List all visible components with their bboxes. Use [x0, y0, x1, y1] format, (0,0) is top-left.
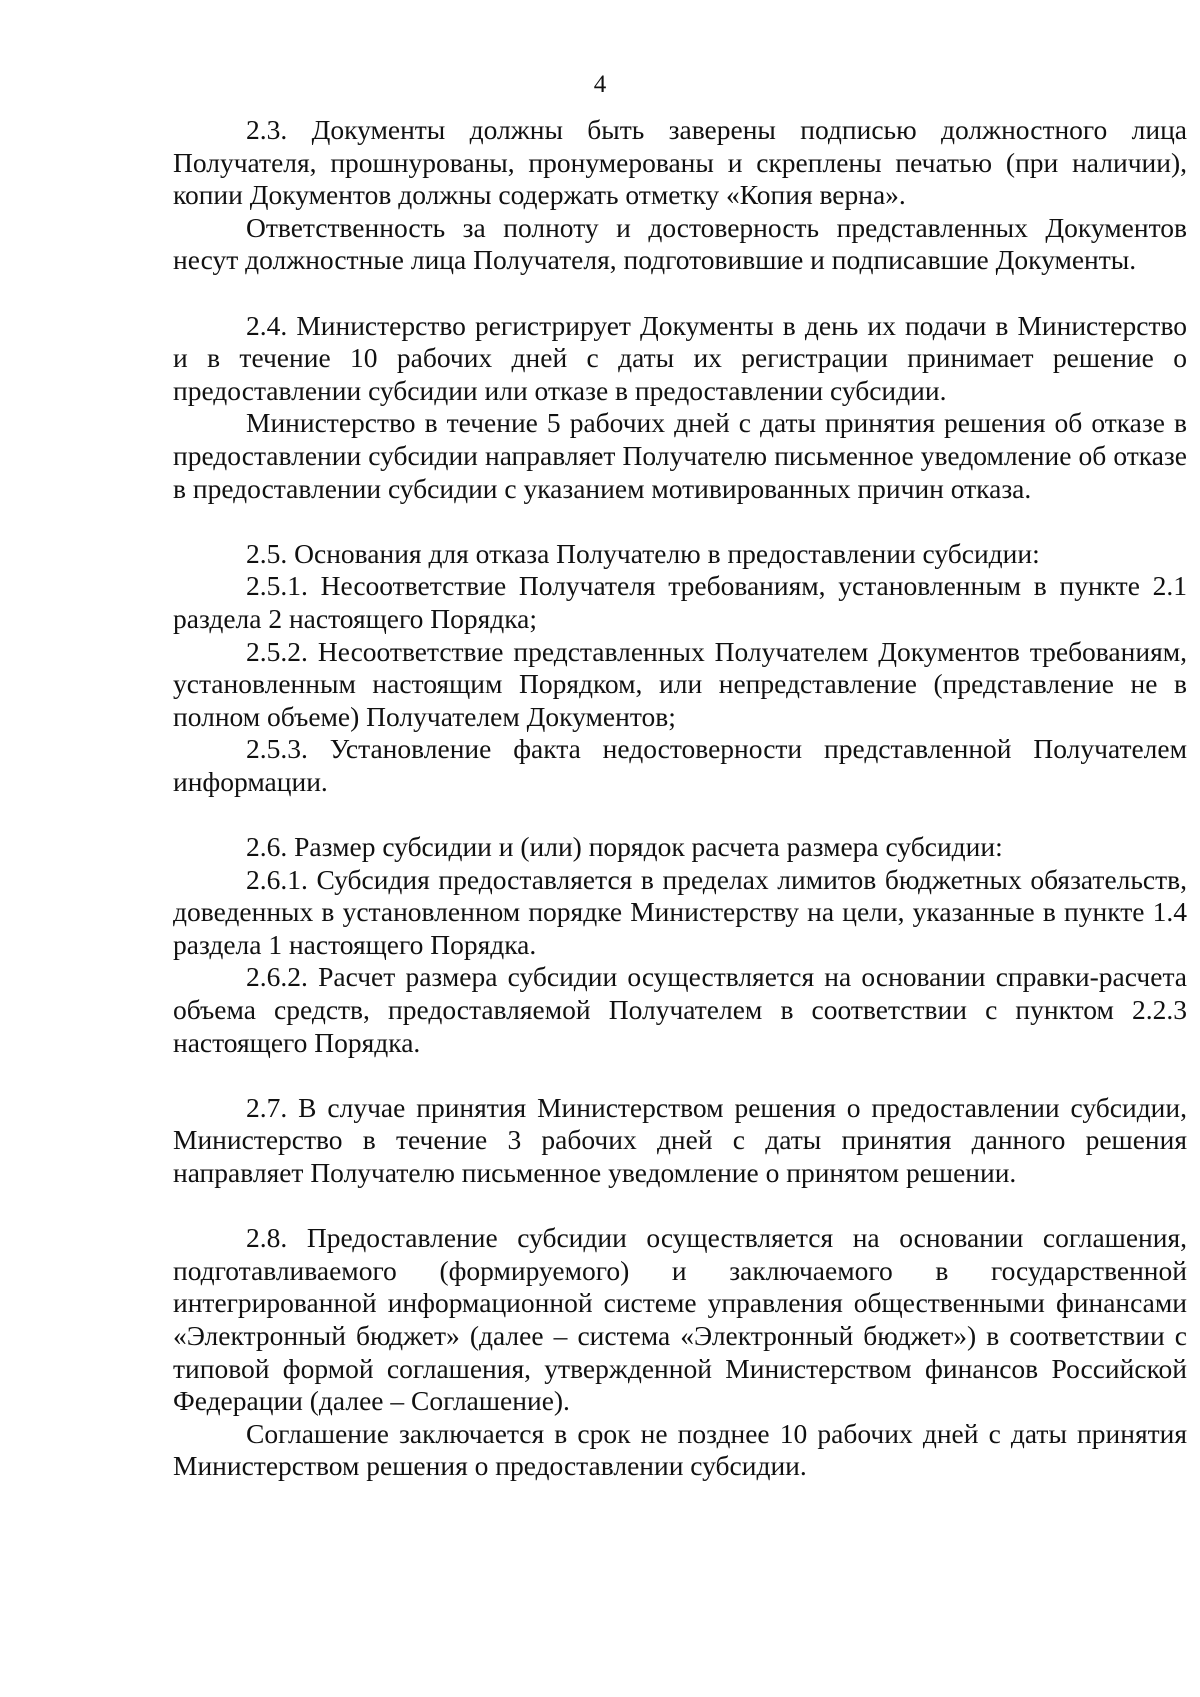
paragraph-2-6: 2.6. Размер субсидии и (или) порядок расчета размера субсидии: — [246, 831, 1003, 863]
paragraph-refusal-notice: Министерство в течение 5 рабочих дней с даты принятия решения об отказе в предоставлении субсидии направляет Получателю письменное уведомление об отказе в предоставлении субсидии с указанием мотивированных причин отказа. — [173, 407, 1187, 504]
paragraph-2-5: 2.5. Основания для отказа Получателю в предоставлении субсидии: — [246, 537, 1040, 569]
document-body — [173, 114, 1187, 1483]
paragraph-2-5-2: 2.5.2. Несоответствие представленных Получателем Документов требованиям, установленным настоящим Порядком, или непредставление (представление не в полном объеме) Получателем Документов; — [173, 635, 1187, 732]
paragraph-spacer — [173, 1059, 1187, 1092]
paragraph-2-5-3: 2.5.3. Установление факта недостоверности представленной Получателем информации. — [173, 733, 1187, 797]
paragraph-spacer — [173, 1190, 1187, 1223]
paragraph-agreement-deadline: Соглашение заключается в срок не позднее 10 рабочих дней с даты принятия Министерством решения о предоставлении субсидии. — [173, 1417, 1187, 1482]
paragraph-spacer — [173, 277, 1187, 310]
paragraph-2-5-1: 2.5.1. Несоответствие Получателя требованиям, установленным в пункте 2.1 раздела 2 настоящего Порядка; — [173, 570, 1187, 634]
paragraph-spacer — [173, 505, 1187, 538]
paragraph-2-7: 2.7. В случае принятия Министерством решения о предоставлении субсидии, Министерство в течение 3 рабочих дней с даты принятия данного решения направляет Получателю письменное уведомление о принятом решении. — [173, 1091, 1187, 1188]
paragraph-spacer — [173, 798, 1187, 831]
paragraph-responsibility: Ответственность за полноту и достоверность представленных Документов несут должностные лица Получателя, подготовившие и подписавшие Документы. — [173, 211, 1187, 276]
paragraph-2-8: 2.8. Предоставление субсидии осуществляется на основании соглашения, подготавливаемого (формируемого) и заключаемого в государственной интегрированной информационной системе управления общественными финансами «Электронный бюджет» (далее – система «Электронный бюджет») в соответствии с типовой формой соглашения, утвержденной Министерством финансов Российской Федерации (далее – Соглашение). — [173, 1222, 1187, 1417]
paragraph-2-3: 2.3. Документы должны быть заверены подписью должностного лица Получателя, прошнурованы, пронумерованы и скреплены печатью (при наличии), копии Документов должны содержать отметку «Копия верна». — [173, 114, 1187, 211]
paragraph-2-6-1: 2.6.1. Субсидия предоставляется в пределах лимитов бюджетных обязательств, доведенных в установленном порядке Министерству на цели, указанные в пункте 1.4 раздела 1 настоящего Порядка. — [173, 863, 1187, 960]
paragraph-2-4: 2.4. Министерство регистрирует Документы в день их подачи в Министерство и в течение 10 рабочих дней с даты их регистрации принимает решение о предоставлении субсидии или отказе в предоставлении субсидии. — [173, 309, 1187, 406]
page-number: 4 — [593, 71, 607, 98]
paragraph-2-6-2: 2.6.2. Расчет размера субсидии осуществляется на основании справки-расчета объема средств, предоставляемой Получателем в соответствии с пунктом 2.2.3 настоящего Порядка. — [173, 961, 1187, 1058]
